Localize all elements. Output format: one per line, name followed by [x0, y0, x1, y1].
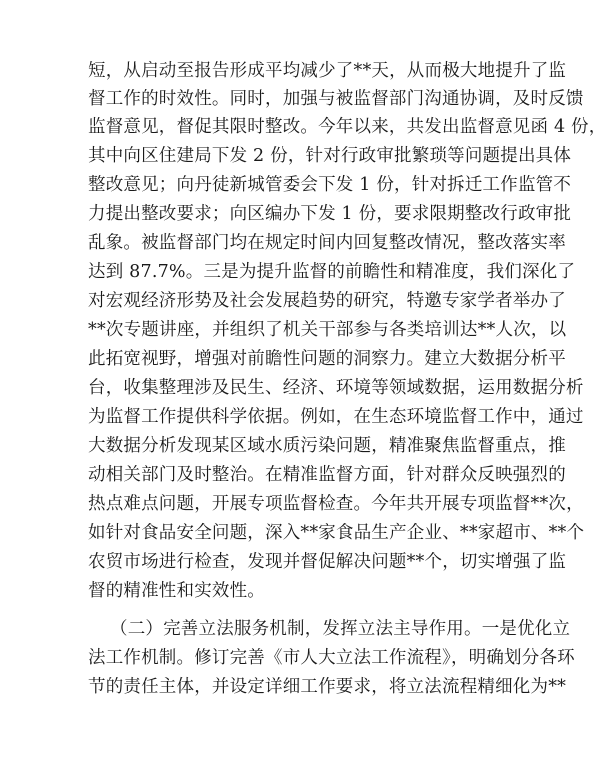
text-line: 热点难点问题，开展专项监督检查。今年共开展专项监督**次，	[88, 494, 584, 514]
text-line: 短，从启动至报告形成平均减少了**天，从而极大地提升了监	[88, 61, 567, 81]
text-line: 监督意见，督促其限时整改。今年以来，共发出监督意见函 4 份，	[88, 117, 606, 137]
text-line: 此拓宽视野，增强对前瞻性问题的洞察力。建立大数据分析平	[88, 349, 566, 369]
text-line: 整改意见；向丹徒新城管委会下发 1 份，针对拆迁工作监管不	[88, 175, 572, 195]
text-line: 如针对食品安全问题，深入**家食品生产企业、**家超市、**个	[88, 523, 585, 543]
text-line: **次专题讲座，并组织了机关干部参与各类培训达**人次，以	[88, 320, 567, 340]
text-line: 达到 87.7%。三是为提升监督的前瞻性和精准度，我们深化了	[88, 262, 576, 282]
text-line: 乱象。被监督部门均在规定时间内回复整改情况，整改落实率	[88, 233, 566, 253]
text-line: 动相关部门及时整治。在精准监督方面，针对群众反映强烈的	[88, 465, 566, 485]
text-line: 大数据分析发现某区域水质污染问题，精准聚焦监督重点，推	[88, 436, 566, 456]
text-line: 督工作的时效性。同时，加强与被监督部门沟通协调，及时反馈	[88, 89, 584, 109]
text-line: 农贸市场进行检查，发现并督促解决问题**个，切实增强了监	[88, 552, 567, 572]
text-line: 节的责任主体，并设定详细工作要求，将立法流程精细化为**	[88, 677, 567, 697]
text-line: 力提出整改要求；向区编办下发 1 份，要求限期整改行政审批	[88, 204, 572, 224]
text-line: 法工作机制。修订完善《市人大立法工作流程》，明确划分各环	[88, 648, 575, 668]
text-line: 其中向区住建局下发 2 份，针对行政审批繁琐等问题提出具体	[88, 146, 572, 166]
text-line: 对宏观经济形势及社会发展趋势的研究，特邀专家学者举办了	[88, 291, 566, 311]
text-line: 台，收集整理涉及民生、经济、环境等领域数据，运用数据分析	[88, 378, 584, 398]
section-heading-line: （二）完善立法服务机制，发挥立法主导作用。一是优化立	[110, 619, 571, 639]
text-line: 为监督工作提供科学依据。例如，在生态环境监督工作中，通过	[88, 407, 584, 427]
text-line: 督的精准性和实效性。	[88, 581, 265, 601]
